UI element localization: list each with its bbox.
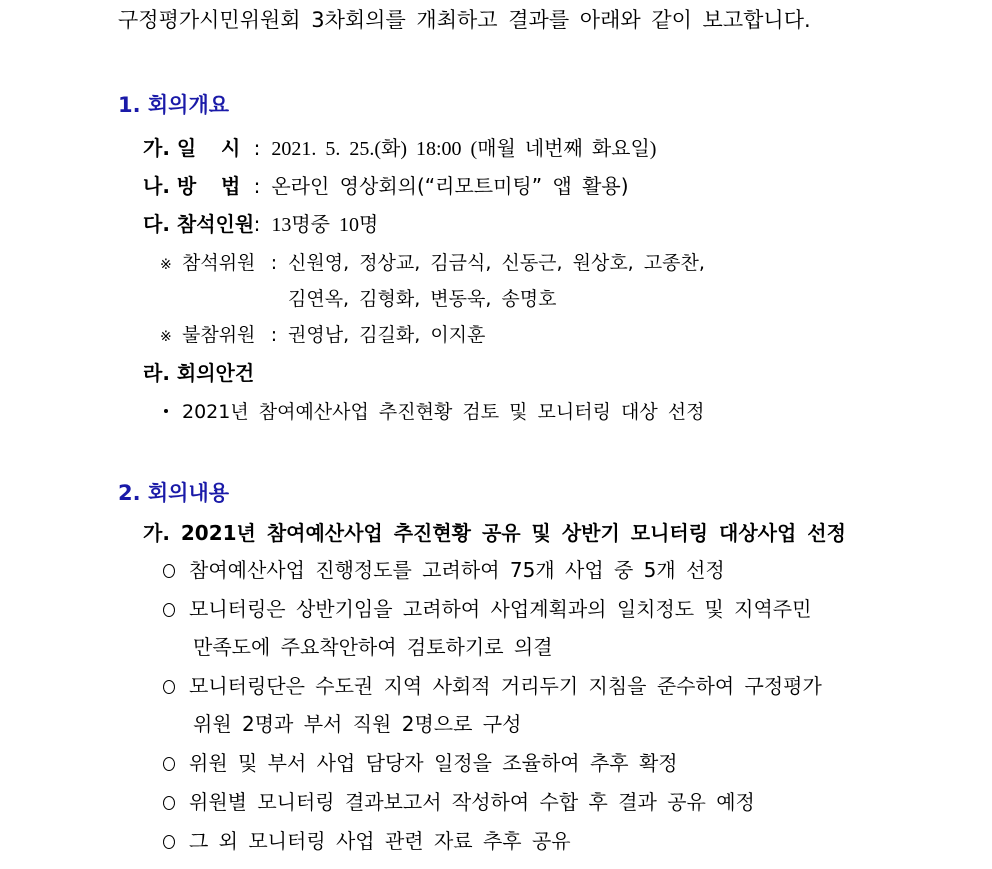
content-bullet-text: 모니터링단은 수도권 지역 사회적 거리두기 지침을 준수하여 구정평가 [189, 674, 822, 698]
circle-bullet-icon [163, 757, 175, 771]
colon: : [253, 212, 261, 236]
content-bullet-text: 위원 및 부서 사업 담당자 일정을 조율하여 추후 확정 [189, 751, 678, 775]
content-bullet [163, 829, 571, 853]
meeting-method-row [143, 174, 629, 198]
content-bullet [163, 790, 755, 814]
circle-bullet-icon [163, 835, 175, 849]
attendance-row [143, 212, 378, 237]
attending-members-row [160, 251, 705, 277]
agenda-bullet-row [164, 400, 704, 424]
attending-members-line2: 김연옥, 김형화, 변동욱, 송명호 [288, 288, 557, 310]
content-bullet-continuation: 위원 2명과 부서 직원 2명으로 구성 [193, 712, 522, 736]
content-bullet [163, 751, 678, 775]
content-bullet-text: 참여예산사업 진행정도를 고려하여 75개 사업 중 5개 선정 [189, 558, 725, 582]
meeting-method-value: 온라인 영상회의(“리모트미팅” 앱 활용) [271, 174, 629, 198]
meeting-method-label-b: 법 [221, 174, 241, 198]
absent-members-label: 불참위원 [182, 324, 256, 346]
reference-mark: ※ [160, 257, 172, 273]
content-bullet-continuation: 만족도에 주요착안하여 검토하기로 의결 [193, 635, 553, 659]
content-bullet-text: 그 외 모니터링 사업 관련 자료 추후 공유 [189, 829, 571, 853]
attendance-label: 다. 참석인원 [143, 212, 255, 236]
absent-members-row [160, 323, 485, 349]
content-bullet [163, 597, 811, 621]
content-bullet-text: 위원별 모니터링 결과보고서 작성하여 수합 후 결과 공유 예정 [189, 790, 755, 814]
circle-bullet-icon [163, 603, 175, 617]
meeting-date-label-b: 시 [221, 136, 241, 160]
reference-mark: ※ [160, 329, 172, 345]
meeting-date-label-a: 가. 일 [143, 136, 197, 160]
colon: : [270, 252, 278, 274]
section-2-subheading: 가. 2021년 참여예산사업 추진현황 공유 및 상반기 모니터링 대상사업 선정 [143, 521, 846, 545]
circle-bullet-icon [163, 796, 175, 810]
bullet-dot-icon [164, 409, 168, 413]
meeting-method-label-a: 나. 방 [143, 174, 197, 198]
content-bullet-text: 모니터링은 상반기임을 고려하여 사업계획과의 일치정도 및 지역주민 [189, 597, 812, 621]
circle-bullet-icon [163, 680, 175, 694]
circle-bullet-icon [163, 564, 175, 578]
content-bullet [163, 558, 725, 582]
section-2-heading: 2. 회의내용 [118, 481, 230, 505]
colon: : [253, 136, 261, 160]
meeting-date-row [143, 136, 656, 161]
attendance-value: 13명중 10명 [271, 214, 379, 236]
content-bullet [163, 674, 822, 698]
intro-text: 구정평가시민위원회 3차회의를 개최하고 결과를 아래와 같이 보고합니다. [118, 8, 811, 32]
section-1-heading: 1. 회의개요 [118, 93, 230, 117]
agenda-item: 2021년 참여예산사업 추진현황 검토 및 모니터링 대상 선정 [182, 401, 705, 423]
absent-members-value: 권영남, 김길화, 이지훈 [288, 324, 486, 346]
attending-members-line1: 신원영, 정상교, 김금식, 신동근, 원상호, 고종찬, [288, 252, 705, 274]
attending-members-label: 참석위원 [182, 252, 256, 274]
colon: : [270, 324, 278, 346]
colon: : [253, 174, 261, 198]
agenda-label: 라. 회의안건 [143, 361, 255, 385]
meeting-date-value: 2021. 5. 25.(화) 18:00 (매월 네번째 화요일) [271, 138, 657, 160]
